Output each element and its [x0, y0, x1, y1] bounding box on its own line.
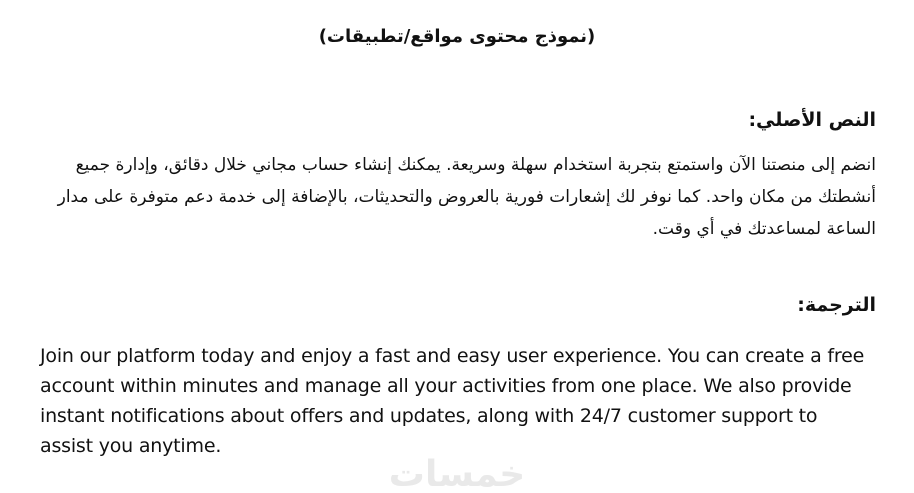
original-text-heading: النص الأصلي:	[748, 109, 876, 131]
original-text-paragraph: انضم إلى منصتنا الآن واستمتع بتجربة استخدام سهلة وسريعة. يمكنك إنشاء حساب مجاني خلال دقائق، وإدارة جميع أنشطتك من مكان واحد. كما نوفر لك إشعارات فورية بالعروض والتحديثات، بالإضافة إلى خدمة دعم متوفرة على مدار الساعة لمساعدتك في أي وقت.	[57, 155, 876, 239]
khamsat-watermark: خمسات	[388, 454, 526, 493]
translation-paragraph: Join our platform today and enjoy a fast and easy user experience. You can create a free account within minutes and manage all your activities from one place. We also provide instant notifications about offers and updates, along with 24/7 customer support to assist you anytime.	[40, 345, 865, 457]
document-title: (نموذج محتوى مواقع/تطبيقات)	[318, 26, 596, 47]
translation-heading: الترجمة:	[797, 294, 876, 316]
